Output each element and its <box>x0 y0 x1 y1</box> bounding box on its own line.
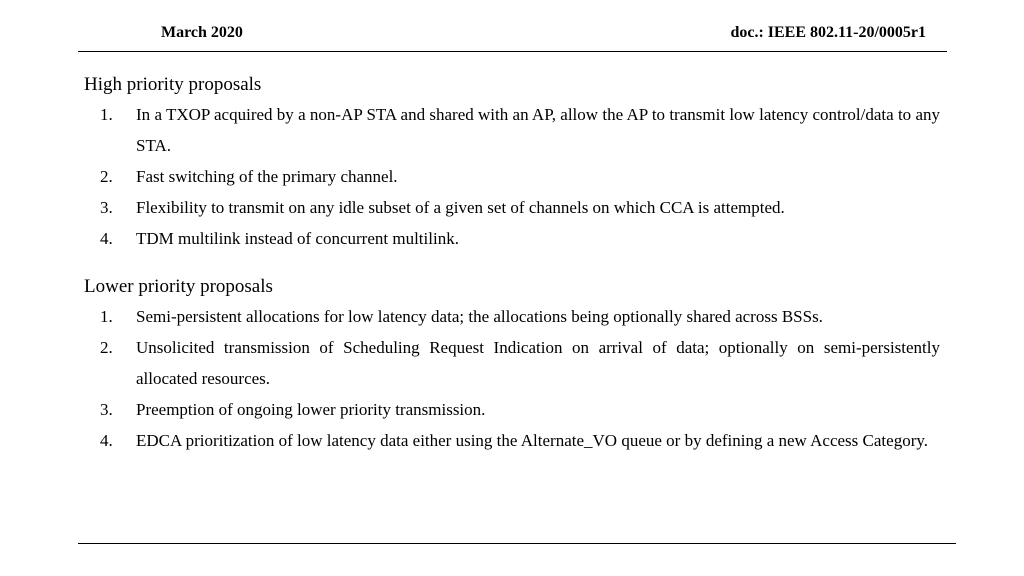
list-item-number: 3. <box>100 400 113 419</box>
list-item-text: Semi-persistent allocations for low latency data; the allocations being optionally shared across BSSs. <box>136 307 823 326</box>
list-item-number: 1. <box>100 307 113 326</box>
list-item-text: Preemption of ongoing lower priority transmission. <box>136 400 486 419</box>
list-item <box>84 425 940 456</box>
list-item <box>84 161 940 192</box>
lower-priority-list <box>84 301 940 456</box>
list-item-text: TDM multilink instead of concurrent multilink. <box>136 229 459 248</box>
list-item-number: 1. <box>100 105 113 124</box>
header-date: March 2020 <box>161 24 243 41</box>
list-item-number: 3. <box>100 198 113 217</box>
list-item-text: EDCA prioritization of low latency data either using the Alternate_VO queue or by defining a new Access Category. <box>136 431 929 450</box>
list-item <box>84 192 940 223</box>
list-item <box>84 223 940 254</box>
list-item-number: 4. <box>100 431 113 450</box>
list-item-text: In a TXOP acquired by a non-AP STA and shared with an AP, allow the AP to transmit low latency control/data to any STA. <box>136 105 940 155</box>
list-item-text: Flexibility to transmit on any idle subset of a given set of channels on which CCA is attempted. <box>136 198 785 217</box>
page-header <box>78 0 947 52</box>
list-item <box>84 301 940 332</box>
list-item-text: Unsolicited transmission of Scheduling Request Indication on arrival of data; optionally on semi-persistently allocated resources. <box>136 338 940 388</box>
lower-priority-title: Lower priority proposals <box>84 276 273 297</box>
footer-rule <box>78 543 956 544</box>
list-item-number: 2. <box>100 338 113 357</box>
list-item <box>84 332 940 394</box>
list-item <box>84 394 940 425</box>
list-item-number: 4. <box>100 229 113 248</box>
high-priority-title: High priority proposals <box>84 74 262 95</box>
list-item <box>84 99 940 161</box>
header-doc-id: doc.: IEEE 802.11-20/0005r1 <box>730 24 926 41</box>
list-item-text: Fast switching of the primary channel. <box>136 167 398 186</box>
document-body <box>84 71 940 456</box>
high-priority-list <box>84 99 940 254</box>
list-item-number: 2. <box>100 167 113 186</box>
